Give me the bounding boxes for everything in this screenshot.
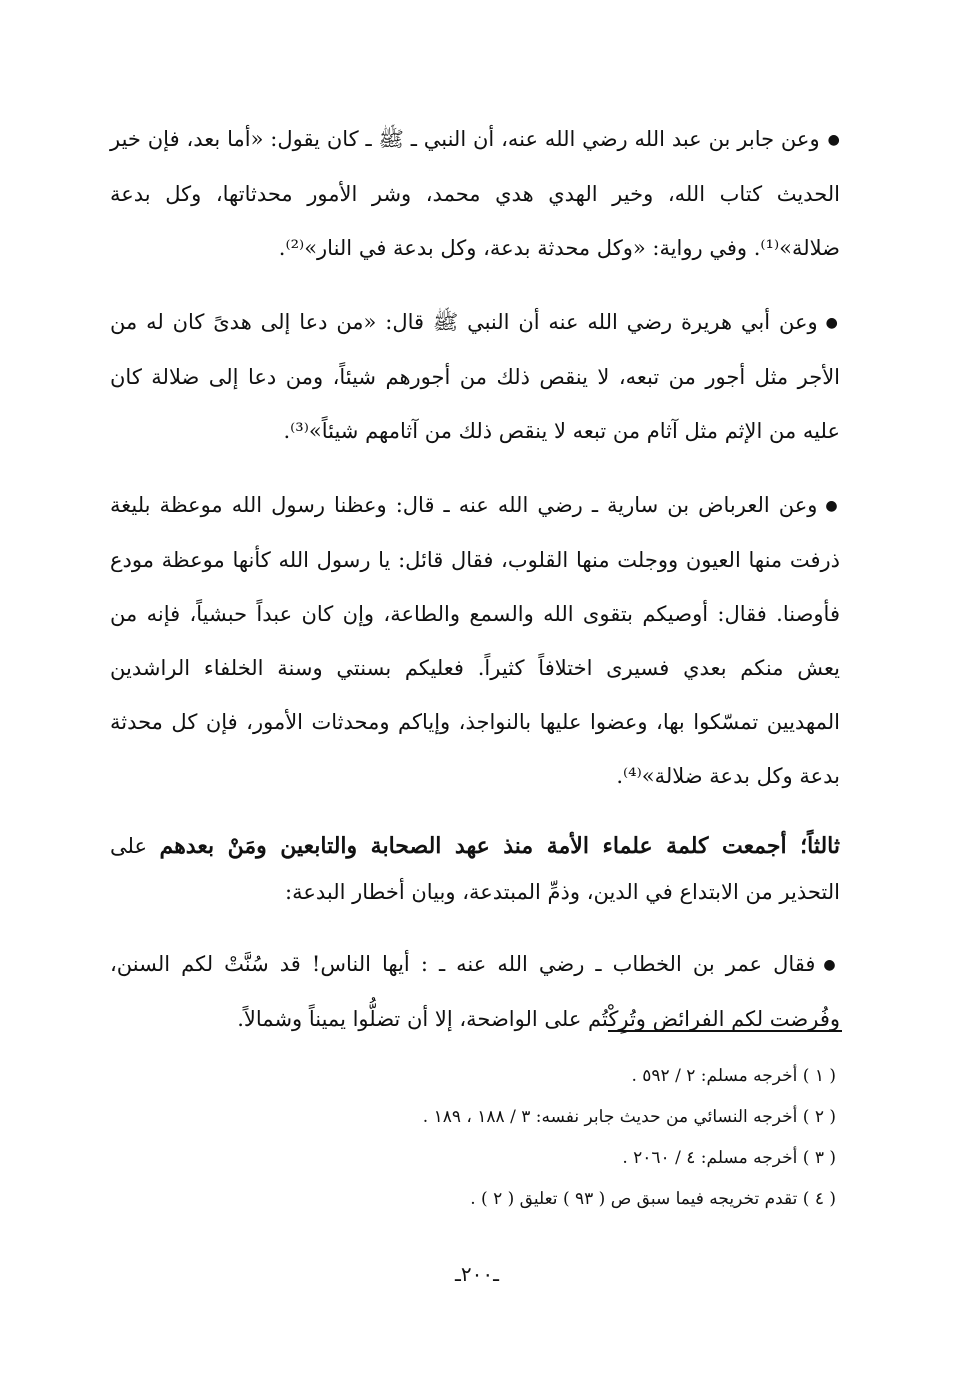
section-three-heading bbox=[110, 823, 840, 915]
footnotes bbox=[236, 1056, 836, 1220]
footnote-separator bbox=[608, 1030, 842, 1032]
bullet-icon: ● bbox=[825, 315, 841, 331]
bullet-icon: ● bbox=[823, 957, 840, 973]
hadith-jabir-paragraph bbox=[110, 112, 840, 275]
section-heading-rest: على التحذير من الابتداع في الدين، وذمِّ المبتدعة، وبيان أخطار البدعة: bbox=[110, 834, 840, 904]
hadith-irbad-text: وعن العرباض بن سارية ـ رضي الله عنه ـ قال: وعظنا رسول الله موعظة بليغة ذرفت منها العيون ووجلت منها القلوب، فقال قائل: يا رسول الله كأنها موعظة مودع فأوصنا. فقال: أوصيكم بتقوى الله والسمع والطاعة، وإن كان عبداً حبشياً، فإنه من يعش منكم بعدي فسيرى اختلافاً كثيراً. فعليكم بسنتي وسنة الخلفاء الراشدين المهديين تمسّكوا بها، وعضوا عليها بالنواجذ، وإياكم ومحدثات الأمور، فإن كل محدثة بدعة وكل بدعة ضلالة»⁽⁴⁾. bbox=[110, 493, 840, 788]
hadith-irbad-paragraph bbox=[110, 478, 840, 803]
hadith-abu-hurayra-text: وعن أبي هريرة رضي الله عنه أن النبي ﷺ قال: «من دعا إلى هدىً كان له من الأجر مثل أجور من تبعه، لا ينقص ذلك من أجورهم شيئاً، ومن دعا إلى ضلالة كان عليه من الإثم مثل آثام من تبعه لا ينقص ذلك من آثامهم شيئاً»⁽³⁾. bbox=[110, 310, 840, 443]
footnote-3: ( ٣ ) أخرجه مسلم: ٤ / ٢٠٦٠ . bbox=[622, 1148, 836, 1168]
footnote-4: ( ٤ ) تقدم تخريجه فيما سبق ص ( ٩٣ ) تعليق ( ٢ ) . bbox=[470, 1189, 836, 1209]
page-number: ـ٢٠٠ـ bbox=[455, 1262, 499, 1286]
main-text bbox=[110, 112, 840, 1066]
section-heading-bold: ثالثاً؛ أجمعت كلمة علماء الأمة منذ عهد الصحابة والتابعين ومَنْ بعدهم bbox=[159, 833, 840, 859]
bullet-icon: ● bbox=[827, 132, 840, 148]
footnote-1: ( ١ ) أخرجه مسلم: ٢ / ٥٩٢ . bbox=[631, 1066, 836, 1086]
hadith-abu-hurayra-paragraph bbox=[110, 295, 840, 458]
umar-quote-text: فقال عمر بن الخطاب ـ رضي الله عنه ـ : أيها الناس! قد سُنَّتْ لكم السنن، وفُرضت لكم الفرائض وتُرِكْتُم على الواضحة، إلا أن تضلُّوا يميناً وشمالاً. bbox=[110, 952, 840, 1031]
hadith-jabir-text: وعن جابر بن عبد الله رضي الله عنه، أن النبي ـ ﷺ ـ كان يقول: «أما بعد، فإن خير الحديث كتاب الله، وخير الهدي هدي محمد، وشر الأمور محدثاتها، وكل بدعة ضلالة»⁽¹⁾. وفي رواية: «وكل محدثة بدعة، وكل بدعة في النار»⁽²⁾. bbox=[110, 127, 840, 260]
footnote-2: ( ٢ ) أخرجه النسائي من حديث جابر نفسه: ٣ / ١٨٨ ، ١٨٩ . bbox=[422, 1107, 836, 1127]
bullet-icon: ● bbox=[825, 498, 840, 514]
